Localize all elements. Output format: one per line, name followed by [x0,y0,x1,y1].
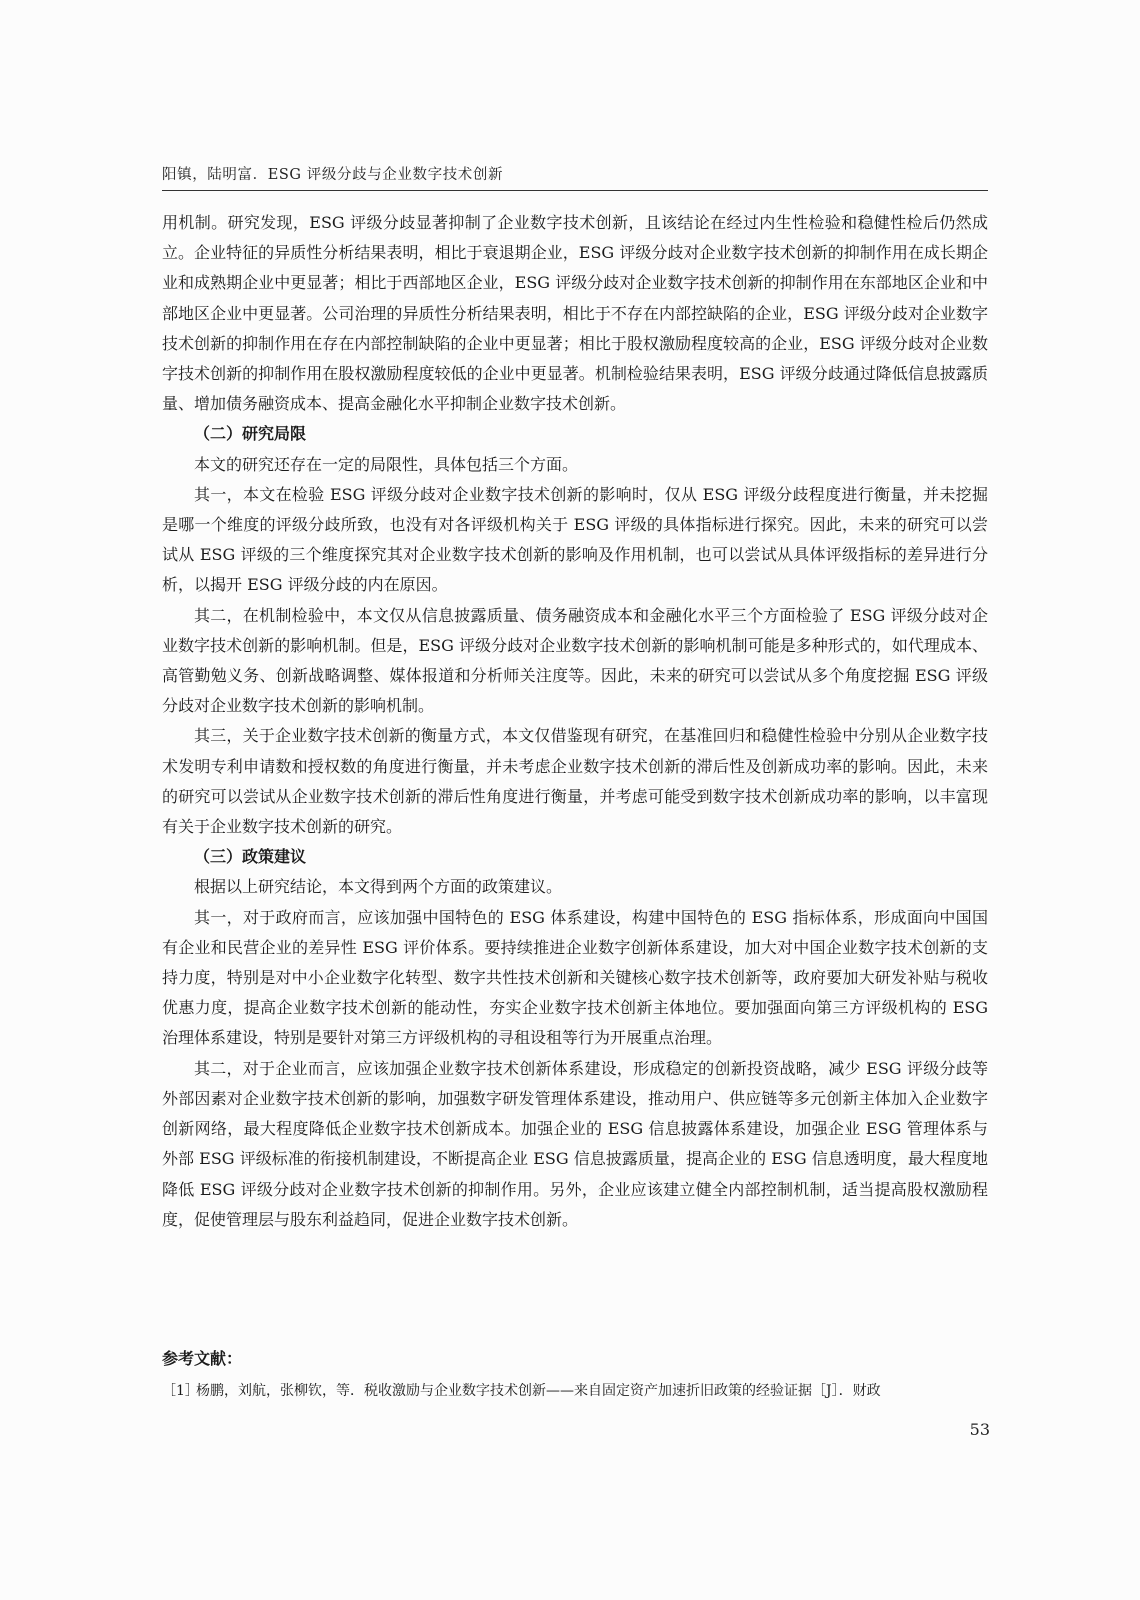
page-number: 53 [969,1420,990,1439]
paragraph-findings: 用机制。研究发现，ESG 评级分歧显著抑制了企业数字技术创新，且该结论在经过内生性检验和稳健性检后仍然成立。企业特征的异质性分析结果表明，相比于衰退期企业，ESG 评级分歧对企业数字技术创新的抑制作用在成长期企业和成熟期企业中更显著；相比于西部地区企业，ESG 评级分歧对企业数字技术创新的抑制作用在东部地区企业和中部地区企业中更显著。公司治理的异质性分析结果表明，相比于不存在内部控缺陷的企业，ESG 评级分歧对企业数字技术创新的抑制作用在存在内部控制缺陷的企业中更显著；相比于股权激励程度较高的企业，ESG 评级分歧对企业数字技术创新的抑制作用在股权激励程度较低的企业中更显著。机制检验结果表明，ESG 评级分歧通过降低信息披露质量、增加债务融资成本、提高金融化水平抑制企业数字技术创新。 [162,213,988,414]
paragraph-policy-intro: 根据以上研究结论，本文得到两个方面的政策建议。 [194,877,563,897]
header-rule [162,190,988,191]
paragraph-limitation-1: 其一，本文在检验 ESG 评级分歧对企业数字技术创新的影响时，仅从 ESG 评级分歧程度进行衡量，并未挖掘是哪一个维度的评级分歧所致，也没有对各评级机构关于 ESG 评级的具体指标进行探究。因此，未来的研究可以尝试从 ESG 评级的三个维度探究其对企业数字技术创新的影响及作用机制，也可以尝试从具体评级指标的差异进行分析，以揭开 ESG 评级分歧的内在原因。 [162,484,988,595]
section-heading-limitations: （二）研究局限 [194,424,307,444]
running-head: 阳镇，陆明富．ESG 评级分歧与企业数字技术创新 [162,167,504,183]
reference-number: ［1］ [162,1383,199,1399]
paragraph-policy-1: 其一，对于政府而言，应该加强中国特色的 ESG 体系建设，构建中国特色的 ESG 指标体系，形成面向中国国有企业和民营企业的差异性 ESG 评价体系。要持续推进企业数字创新体系建设，加大对中国企业数字技术创新的支持力度，特别是对中小企业数字化转型、数字共性技术创新和关键核心数字技术创新等，政府要加大研发补贴与税收优惠力度，提高企业数字技术创新的能动性，夯实企业数字技术创新主体地位。要加强面向第三方评级机构的 ESG 治理体系建设，特别是要针对第三方评级机构的寻租设租等行为开展重点治理。 [162,907,988,1048]
references-heading: 参考文献： [162,1349,243,1368]
reference-text: 杨鹏，刘航，张柳钦，等．税收激励与企业数字技术创新——来自固定资产加速折旧政策的经验证据［J］．财政 [196,1383,881,1399]
reference-item [162,1380,988,1402]
paragraph-limitation-2: 其二，在机制检验中，本文仅从信息披露质量、债务融资成本和金融化水平三个方面检验了 ESG 评级分歧对企业数字技术创新的影响机制。但是，ESG 评级分歧对企业数字技术创新的影响机制可能是多种形式的，如代理成本、高管勤勉义务、创新战略调整、媒体报道和分析师关注度等。因此，未来的研究可以尝试从多个角度挖掘 ESG 评级分歧对企业数字技术创新的影响机制。 [162,605,988,716]
paragraph-policy-2: 其二，对于企业而言，应该加强企业数字技术创新体系建设，形成稳定的创新投资战略，减少 ESG 评级分歧等外部因素对企业数字技术创新的影响，加强数字研发管理体系建设，推动用户、供应链等多元创新主体加入企业数字创新网络，最大程度降低企业数字技术创新成本。加强企业的 ESG 信息披露体系建设，加强企业 ESG 管理体系与外部 ESG 评级标准的衔接机制建设，不断提高企业 ESG 信息披露质量，提高企业的 ESG 信息透明度，最大程度地降低 ESG 评级分歧对企业数字技术创新的抑制作用。另外，企业应该建立健全内部控制机制，适当提高股权激励程度，促使管理层与股东利益趋同，促进企业数字技术创新。 [162,1058,988,1229]
paragraph-limitations-intro: 本文的研究还存在一定的局限性，具体包括三个方面。 [194,454,579,474]
body-text [162,208,988,1235]
paragraph-limitation-3: 其三，关于企业数字技术创新的衡量方式，本文仅借鉴现有研究，在基准回归和稳健性检验中分别从企业数字技术发明专利申请数和授权数的角度进行衡量，并未考虑企业数字技术创新的滞后性及创新成功率的影响。因此，未来的研究可以尝试从企业数字技术创新的滞后性角度进行衡量，并考虑可能受到数字技术创新成功率的影响，以丰富现有关于企业数字技术创新的研究。 [162,726,988,837]
section-heading-policy: （三）政策建议 [194,847,307,867]
